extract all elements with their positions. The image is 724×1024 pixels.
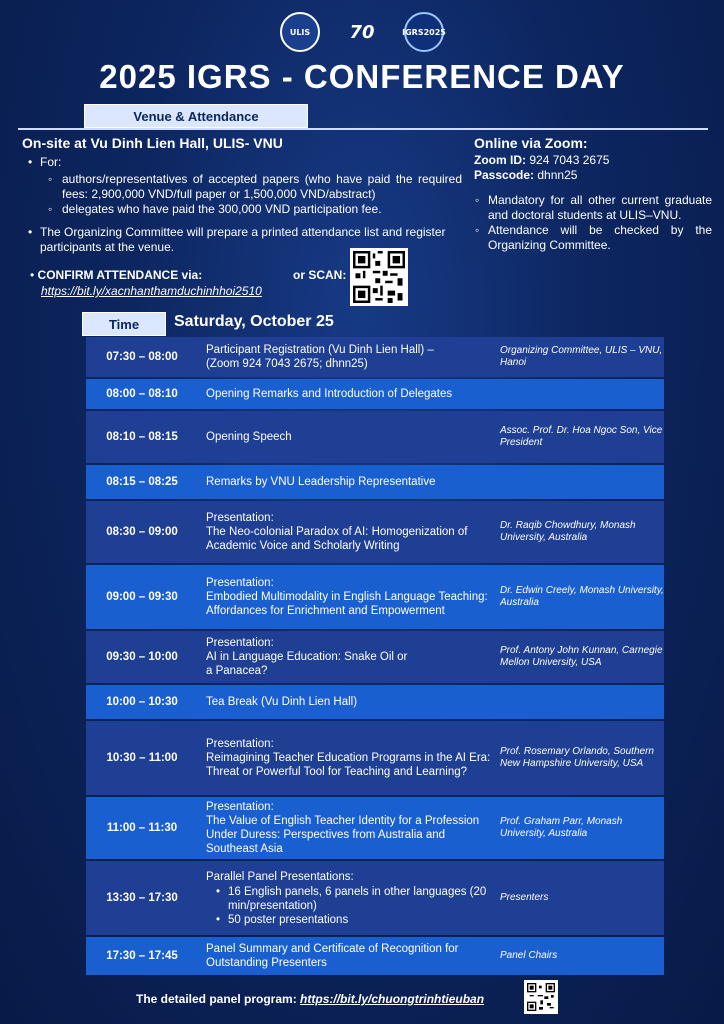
zoom-id: 924 7043 2675 <box>529 153 610 167</box>
table-row: 11:00 – 11:30 Presentation: The Value of English Teacher Identity for a Profession Under Duress: Perspectives from Australia and Southeast Asia Prof. Graham Parr, Monash University, Australia <box>86 797 664 859</box>
table-row: 08:15 – 08:25 Remarks by VNU Leadership Representative <box>86 465 664 499</box>
ulis-logo: ULIS <box>280 12 320 52</box>
table-row: 17:30 – 17:45 Panel Summary and Certificate of Recognition for Outstanding Presenters Panel Chairs <box>86 937 664 975</box>
table-row: 07:30 – 08:00 Participant Registration (Vu Dinh Lien Hall) – (Zoom 924 7043 2675; dhnn25) Organizing Committee, ULIS – VNU, Hanoi <box>86 337 664 377</box>
online-section <box>474 136 712 253</box>
page-title: 2025 IGRS - CONFERENCE DAY <box>99 58 625 95</box>
time-tab: Time <box>82 312 166 336</box>
table-row: 08:00 – 08:10 Opening Remarks and Introduction of Delegates <box>86 379 664 409</box>
venue-tab: Venue & Attendance <box>84 104 308 128</box>
table-row: 09:30 – 10:00 Presentation: AI in Language Education: Snake Oil or a Panacea? Prof. Antony John Kunnan, Carnegie Mellon University, USA <box>86 631 664 683</box>
zoom-id-line: Zoom ID: 924 7043 2675 <box>474 153 610 167</box>
scan-label: or SCAN: <box>293 268 347 282</box>
onsite-section <box>22 136 462 257</box>
passcode-line: Passcode: dhnn25 <box>474 168 578 182</box>
confirm-attendance: • CONFIRM ATTENDANCE via: <box>30 268 203 282</box>
panel-program-link[interactable]: https://bit.ly/chuongtrinhtieuban <box>300 992 485 1006</box>
footer-label: The detailed panel program: <box>136 992 297 1006</box>
table-row: 09:00 – 09:30 Presentation: Embodied Multimodality in English Language Teaching: Affordances for Enrichment and Empowerment Dr. Edwin Creely, Monash University, Australia <box>86 565 664 629</box>
online-heading: Online via Zoom: <box>474 135 588 151</box>
table-row: 10:00 – 10:30 Tea Break (Vu Dinh Lien Hall) <box>86 685 664 719</box>
onsite-sub1: ◦ authors/representatives of accepted papers (who have paid the required fees: 2,900,000 VND/full paper or 1,500,000 VND/abstract) <box>22 172 462 202</box>
onsite-sub2: ◦ delegates who have paid the 300,000 VND participation fee. <box>22 202 462 217</box>
anniversary-logo: 70 <box>349 21 375 43</box>
table-row: 08:30 – 09:00 Presentation: The Neo-colonial Paradox of AI: Homogenization of Academic Voice and Scholarly Writing Dr. Raqib Chowdhury, Monash University, Australia <box>86 501 664 563</box>
logo-bar <box>0 12 724 54</box>
table-row: 13:30 – 17:30 Parallel Panel Presentations: • 16 English panels, 6 panels in other languages (20 min/presentation) • 50 poster presentations Presenters <box>86 861 664 935</box>
table-row: 08:10 – 08:15 Opening Speech Assoc. Prof. Dr. Hoa Ngoc Son, Vice President <box>86 411 664 463</box>
committee-note: • The Organizing Committee will prepare a printed attendance list and register participants at the venue. <box>22 225 462 255</box>
schedule-table <box>86 337 664 975</box>
qr-code-icon <box>527 983 555 1011</box>
online-note2: ◦ Attendance will be checked by the Organizing Committee. <box>474 223 712 253</box>
qr-code-icon <box>353 251 405 303</box>
for-label: • For: <box>22 155 462 170</box>
panel-qr-code <box>524 980 558 1014</box>
onsite-heading: On-site at Vu Dinh Lien Hall, ULIS- VNU <box>22 135 283 151</box>
confirm-label: CONFIRM ATTENDANCE via: <box>37 268 203 282</box>
attendance-qr-code <box>350 248 408 306</box>
igrs-logo: IGRS2025 <box>404 12 444 52</box>
confirm-link[interactable]: https://bit.ly/xacnhanthamduchinhhoi2510 <box>41 284 262 298</box>
venue-divider <box>18 128 708 130</box>
online-note1: ◦ Mandatory for all other current graduate and doctoral students at ULIS–VNU. <box>474 193 712 223</box>
footer <box>136 992 484 1006</box>
table-row: 10:30 – 11:00 Presentation: Reimagining Teacher Education Programs in the AI Era: Threat or Powerful Tool for Teaching and Learning? Prof. Rosemary Orlando, Southern New Hampshire University, USA <box>86 721 664 795</box>
schedule-date: Saturday, October 25 <box>174 313 334 330</box>
passcode: dhnn25 <box>537 168 578 182</box>
